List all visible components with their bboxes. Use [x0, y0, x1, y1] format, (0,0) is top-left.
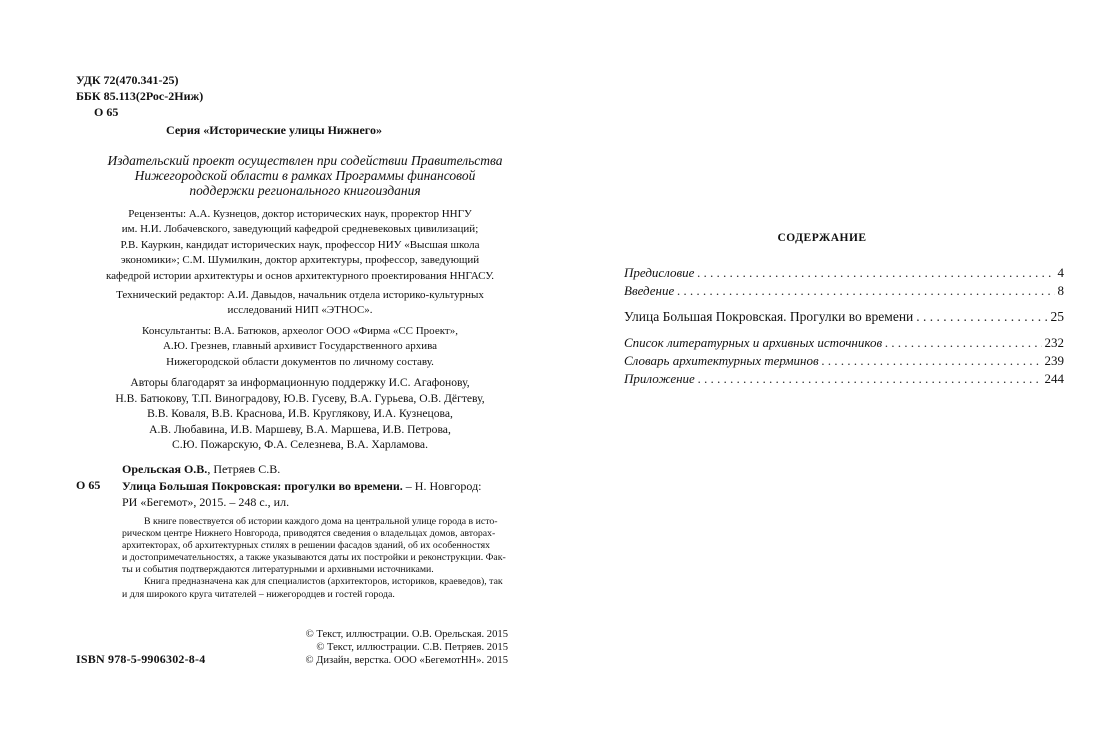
copyright-line: © Текст, иллюстрации. С.В. Петряев. 2015	[316, 642, 508, 653]
toc-entry[interactable]	[624, 352, 1064, 370]
bib-author-mark: О 65	[76, 478, 101, 492]
publishing-project-note	[100, 153, 510, 198]
toc-entry-label: Введение	[624, 283, 675, 298]
bib-title-main: Улица Большая Покровская: прогулки во времени.	[122, 478, 403, 493]
toc-entry-label: Улица Большая Покровская. Прогулки во времени	[624, 309, 914, 324]
bib-authors	[122, 461, 482, 478]
annotation-line: рическом центре Нижнего Новгорода, приводятся сведения о владельцах домов, авторах-	[122, 528, 496, 540]
bbk-code: ББК 85.113(2Рос-2Ниж)	[76, 89, 204, 103]
annotation-line: Книга предназначена как для специалистов (архитекторов, историков, краеведов), так	[144, 576, 503, 588]
project-line: Нижегородской области в рамках Программы финансовой	[134, 168, 476, 183]
table-of-contents	[624, 264, 1064, 388]
toc-entry-page: 232	[1044, 335, 1064, 350]
toc-leader	[677, 282, 1054, 300]
tech-editor-line: исследований НИП «ЭТНОС».	[227, 304, 373, 317]
bib-title-rest: – Н. Новгород:	[402, 478, 482, 493]
consultants-line: Нижегородской области документов по личному составу.	[166, 355, 434, 368]
consultants-line: Консультанты: В.А. Батюков, археолог ООО «Фирма «СС Проект»,	[142, 325, 458, 337]
reviewers-line: им. Н.И. Лобачевского, заведующий кафедрой средневековых цивилизаций;	[121, 223, 479, 236]
project-line: Издательский проект осуществлен при содействии Правительства	[107, 153, 503, 168]
toc-entry[interactable]	[624, 264, 1064, 282]
bib-title	[122, 478, 482, 495]
toc-entry-label: Приложение	[624, 371, 695, 386]
toc-entry-page: 244	[1044, 371, 1064, 386]
bib-authors-main: Орельская О.В.	[122, 462, 208, 476]
bib-imprint: РИ «Бегемот», 2015. – 248 с., ил.	[122, 495, 290, 509]
annotation	[122, 516, 510, 601]
thanks-line: Авторы благодарят за информационную поддержку И.С. Агафонову,	[130, 376, 470, 389]
annotation-line: В книге повествуется об истории каждого дома на центральной улице города в исто-	[144, 516, 498, 527]
annotation-line: и достопримечательностях, а также указываются даты их постройки и реконструкции. Фак-	[122, 552, 506, 564]
toc-entry-label: Словарь архитектурных терминов	[624, 353, 819, 368]
isbn: ISBN 978-5-9906302-8-4	[76, 652, 206, 666]
series-title: Серия «Исторические улицы Нижнего»	[166, 123, 382, 137]
classification-codes	[76, 72, 203, 120]
toc-entry-page: 4	[1057, 265, 1064, 280]
author-mark: О 65	[94, 105, 119, 119]
toc-leader	[916, 308, 1047, 326]
bib-authors-rest: , Петряев С.В.	[207, 462, 281, 476]
udk-code: УДК 72(470.341-25)	[76, 73, 179, 87]
toc-entry-page: 25	[1050, 309, 1064, 324]
reviewers-line: Рецензенты: А.А. Кузнецов, доктор исторических наук, проректор ННГУ	[128, 208, 472, 220]
toc-leader	[698, 370, 1042, 388]
toc-leader	[885, 334, 1041, 352]
thanks-line: В.В. Коваля, В.В. Краснова, И.В. Круглякову, И.А. Кузнецова,	[147, 407, 453, 420]
reviewers-line: экономики»; С.М. Шумилкин, доктор архитектуры, профессор, заведующий	[120, 254, 480, 267]
toc-leader	[822, 352, 1042, 370]
consultants-block	[90, 324, 510, 370]
toc-entry-label: Список литературных и архивных источников	[624, 335, 883, 350]
annotation-line: архитекторах, об архитектурных стилях в решении фасадов зданий, об их особенностях	[122, 540, 491, 552]
toc-entry-label: Предисловие	[624, 265, 695, 280]
annotation-line: и для широкого круга читателей – нижегородцев и гостей города.	[122, 588, 395, 600]
thanks-line: А.В. Любавина, И.В. Маршеву, В.А. Маршева, И.В. Петрова,	[149, 422, 451, 436]
toc-entry[interactable]	[624, 308, 1064, 326]
toc-entry-page: 239	[1044, 353, 1064, 368]
bibliographic-record	[122, 461, 482, 511]
acknowledgements-block	[90, 375, 510, 453]
toc-entry-page: 8	[1057, 283, 1064, 298]
toc-entry[interactable]	[624, 282, 1064, 300]
thanks-line: Н.В. Батюкову, Т.П. Виноградову, Ю.В. Гусеву, В.А. Гурьева, О.В. Дёгтеву,	[115, 391, 485, 405]
tech-editor-line: Технический редактор: А.И. Давыдов, начальник отдела историко-культурных	[116, 289, 484, 301]
toc-leader	[697, 264, 1054, 282]
project-line: поддержки регионального книгоиздания	[189, 183, 421, 198]
toc-entry[interactable]	[624, 334, 1064, 352]
reviewers-line: Р.В. Кауркин, кандидат исторических наук, профессор НИУ «Высшая школа	[120, 238, 480, 251]
annotation-line: ты и события подтверждаются литературными и архивными источниками.	[122, 564, 434, 576]
copyright-line: © Текст, иллюстрации. О.В. Орельская. 2015	[305, 629, 508, 640]
technical-editor-block	[90, 288, 510, 319]
thanks-line: С.Ю. Пожарскую, Ф.А. Селезнева, В.А. Харламова.	[172, 438, 428, 451]
consultants-line: А.Ю. Грезнев, главный архивист Государственного архива	[162, 340, 438, 353]
reviewers-line: кафедрой истории архитектуры и основ архитектурного проектирования ННГАСУ.	[105, 269, 495, 282]
copyright-block	[300, 628, 508, 667]
toc-title: СОДЕРЖАНИЕ	[777, 232, 867, 244]
reviewers-block	[90, 207, 510, 284]
toc-entry[interactable]	[624, 370, 1064, 388]
right-page	[548, 0, 1096, 756]
copyright-line: © Дизайн, верстка. ООО «БегемотНН». 2015	[305, 655, 508, 666]
